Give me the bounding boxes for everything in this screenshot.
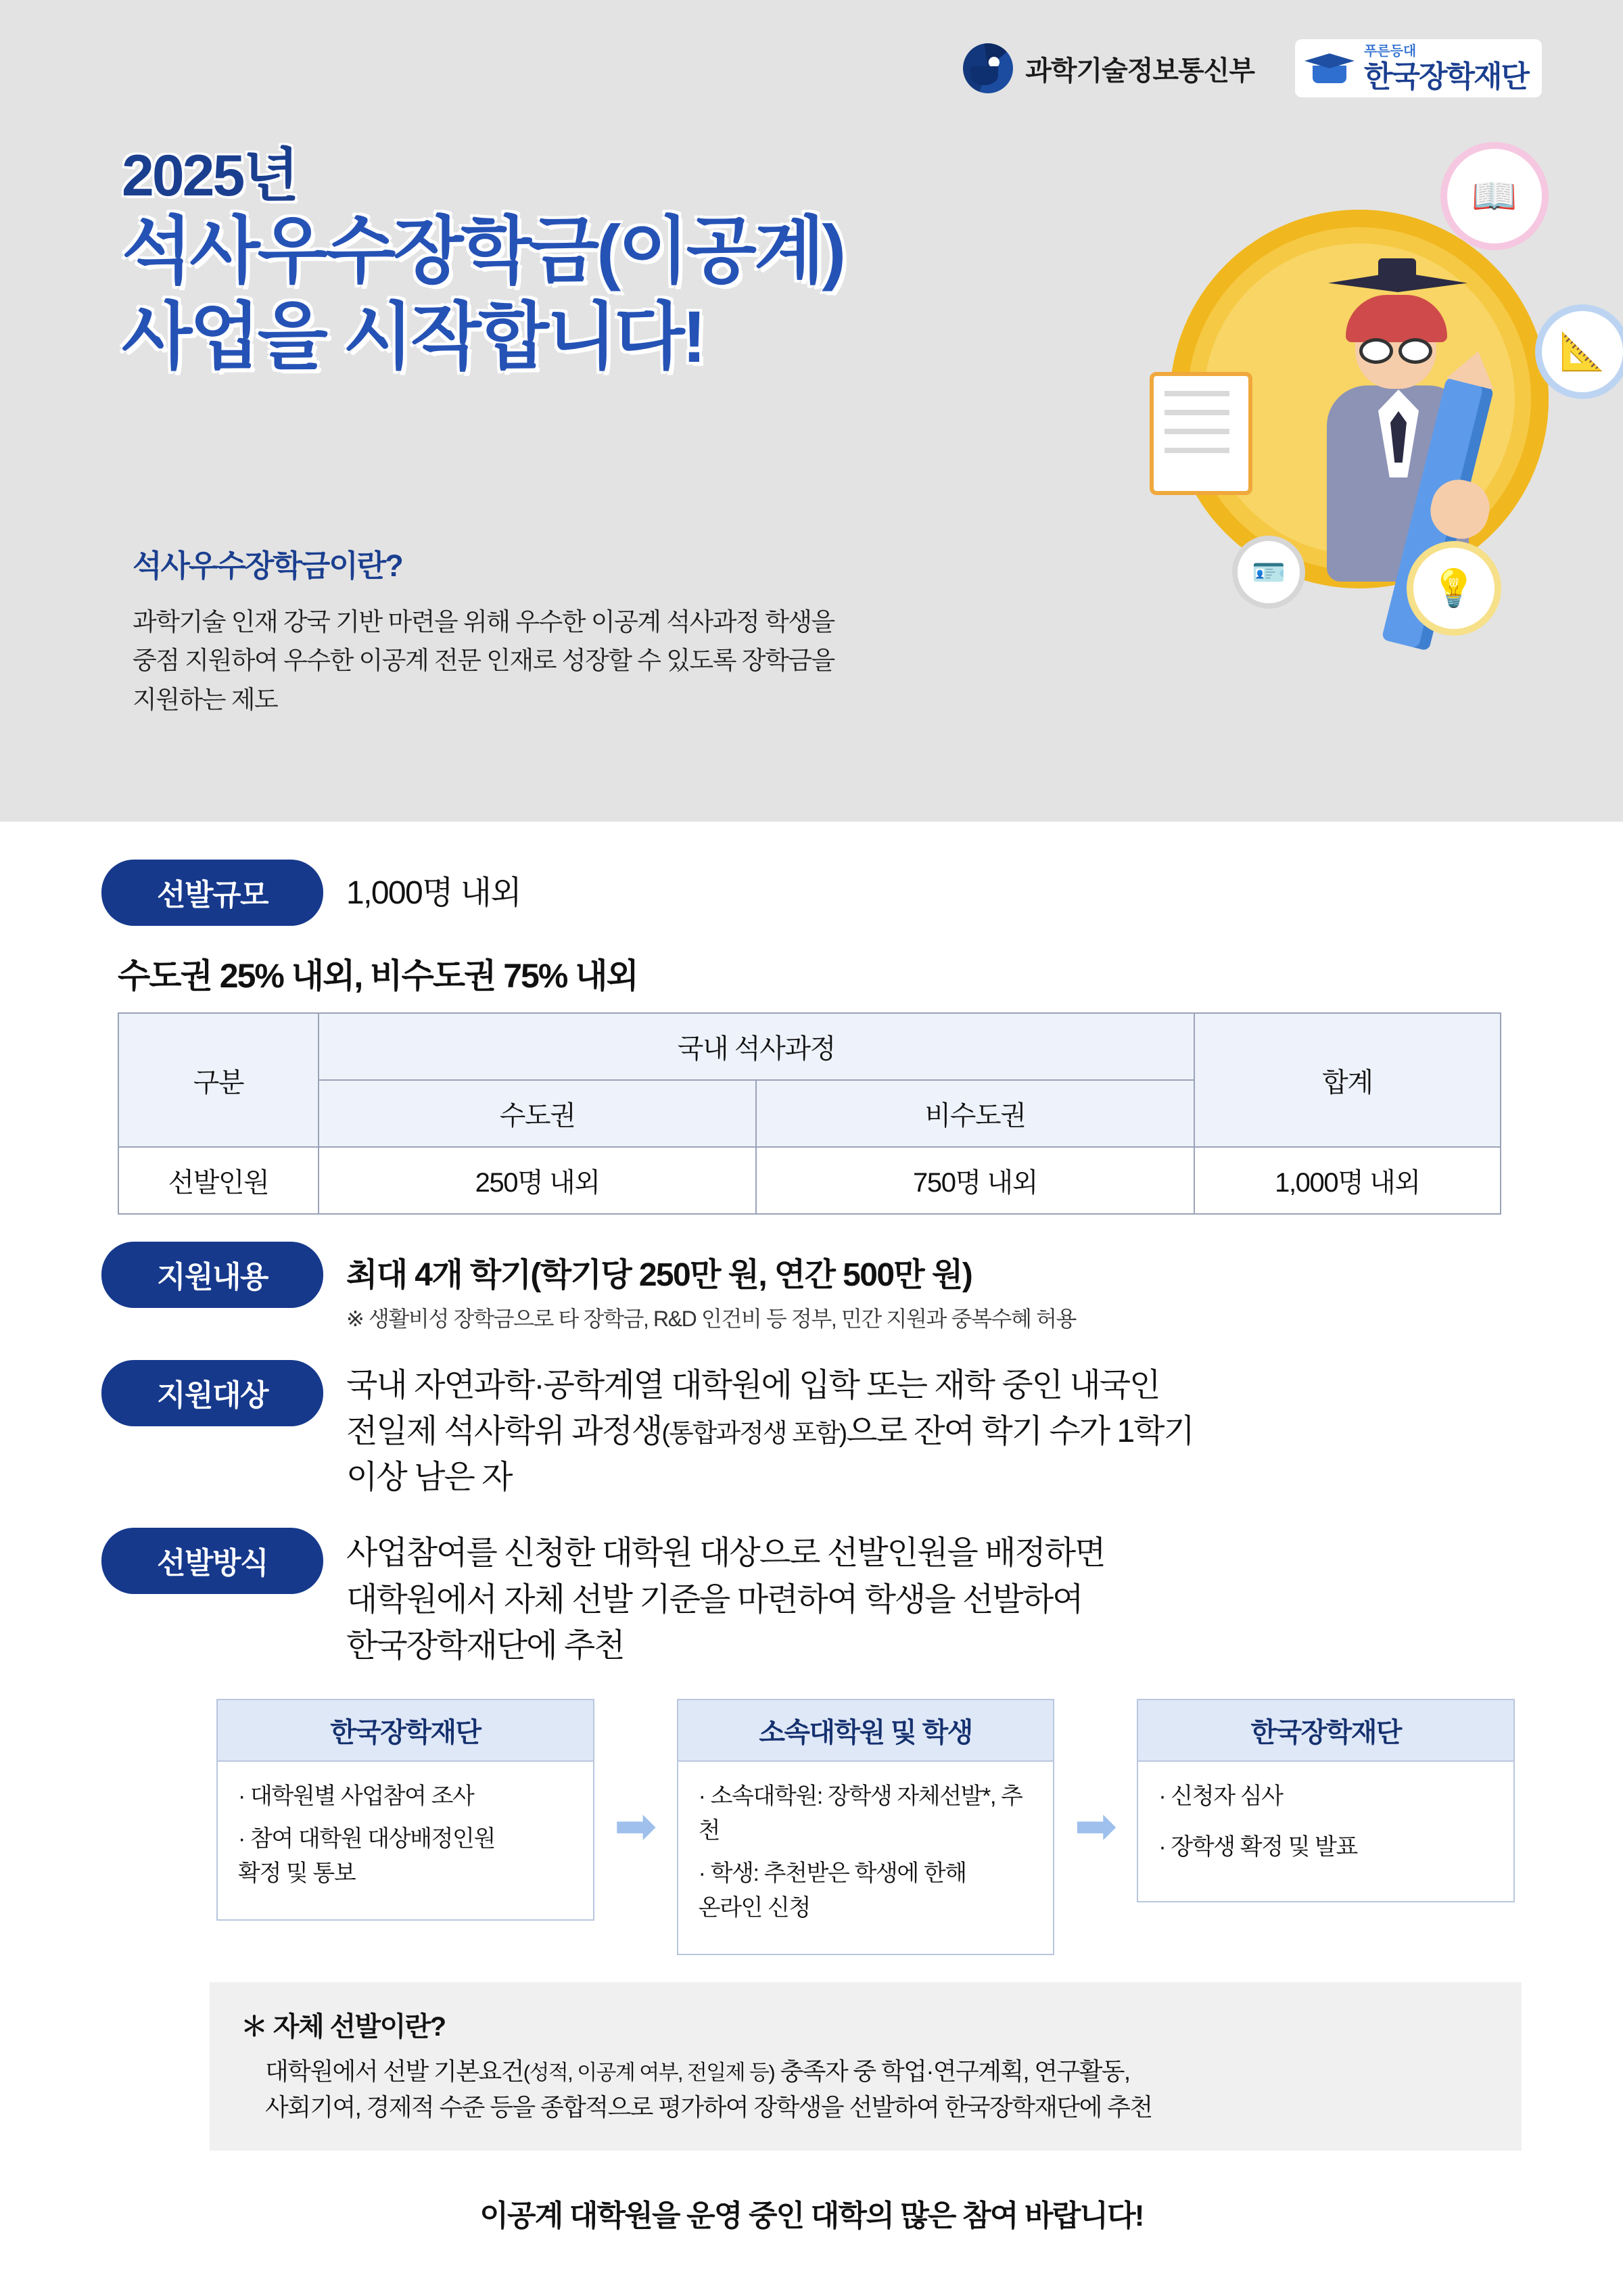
flow-step-1-title: 한국장학재단 — [216, 1699, 594, 1760]
notebook-icon — [1150, 372, 1252, 495]
hero-subtitle: 석사우수장학금이란? — [133, 548, 402, 583]
ministry-logo — [963, 43, 1254, 93]
footnote-box — [210, 1982, 1522, 2151]
book-icon: 📖 — [1472, 175, 1518, 216]
hero-body-line-2: 중점 지원하여 우수한 이공계 전문 인재로 성장할 수 있도록 장학금을 — [133, 647, 834, 675]
scale-value: 1,000명 내외 — [346, 875, 521, 911]
flow-step-1-item-3: 확정 및 통보 — [238, 1860, 356, 1886]
label-target: 지원대상 — [101, 1360, 323, 1426]
hero-year: 2025년 — [122, 143, 298, 208]
footnote-line-1-small: (성적, 이공계 여부, 전일제 등) — [523, 2060, 775, 2084]
flow-step-3-item-2: · 장학생 확정 및 발표 — [1158, 1833, 1358, 1860]
label-scale: 선발규모 — [101, 860, 323, 926]
table-row — [118, 1147, 1501, 1214]
hero-description — [133, 541, 1079, 719]
footnote-line-1a: 대학원에서 선발 기본요건 — [265, 2057, 523, 2085]
hero-title-line-2: 사업을 시작합니다! — [122, 296, 704, 378]
section-method — [101, 1528, 1522, 1668]
book-bubble — [1447, 149, 1542, 243]
content-area — [0, 822, 1623, 1955]
ministry-label: 과학기술정보통신부 — [1025, 55, 1254, 86]
flow-step-2-title: 소속대학원 및 학생 — [677, 1699, 1055, 1760]
footnote-line-2: 사회기여, 경제적 수준 등을 종합적으로 평가하여 장학생을 선발하여 한국장학재단에 추천 — [265, 2093, 1152, 2122]
flow-arrow-1-icon: ➡ — [613, 1798, 657, 1856]
td-row-label: 선발인원 — [118, 1147, 319, 1214]
th-metro: 수도권 — [319, 1080, 756, 1147]
header-logos — [963, 39, 1542, 97]
target-line-2b: 으로 잔여 학기 수가 1학기 — [846, 1413, 1194, 1450]
target-line-2a: 전일제 석사학위 과정생 — [346, 1413, 662, 1450]
kosaf-logo — [1295, 39, 1542, 97]
footnote-title: ＊ 자체 선발이란? — [241, 2011, 446, 2042]
flow-step-2 — [677, 1699, 1055, 1955]
method-line-2: 대학원에서 자체 선발 기준을 마련하여 학생을 선발하여 — [346, 1581, 1083, 1618]
section-target — [101, 1360, 1522, 1501]
flow-step-2-body — [677, 1760, 1055, 1955]
section-scale — [101, 860, 1522, 926]
flow-arrow-2-icon: ➡ — [1074, 1798, 1118, 1856]
hero-body-line-1: 과학기술 인재 강국 기반 마련을 위해 우수한 이공계 석사과정 학생을 — [133, 608, 834, 636]
hero-banner — [0, 0, 1623, 822]
target-line-3: 이상 남은 자 — [346, 1459, 512, 1496]
th-group: 국내 석사과정 — [319, 1013, 1194, 1080]
td-metro-value: 250명 내외 — [319, 1147, 756, 1214]
bulb-bubble — [1413, 548, 1495, 629]
hero-body-line-3: 지원하는 제도 — [133, 685, 278, 713]
flow-step-1-item-1: · 대학원별 사업참여 조사 — [238, 1783, 474, 1809]
badge-icon: 🪪 — [1252, 557, 1286, 588]
target-line-1: 국내 자연과학·공학계열 대학원에 입학 또는 재학 중인 내국인 — [346, 1367, 1160, 1403]
th-division: 구분 — [118, 1013, 319, 1147]
support-note: ※ 생활비성 장학금으로 타 장학금, R&D 인건비 등 정부, 민간 지원과 중복수혜 허용 — [346, 1307, 1077, 1331]
process-flow — [216, 1699, 1515, 1955]
flow-step-2-item-1: · 소속대학원: 장학생 자체선발*, 추천 — [698, 1783, 1022, 1844]
selection-table — [118, 1012, 1501, 1215]
flow-step-3-title: 한국장학재단 — [1137, 1699, 1515, 1760]
target-line-2-small: (통합과정생 포함) — [661, 1420, 847, 1449]
flow-step-2-item-3: 온라인 신청 — [698, 1894, 810, 1921]
bulb-icon: 💡 — [1431, 567, 1477, 609]
support-value: 최대 4개 학기(학기당 250만 원, 연간 500만 원) — [346, 1257, 972, 1293]
kosaf-sub-label: 푸른등대 — [1363, 44, 1417, 59]
th-nonmetro: 비수도권 — [756, 1080, 1194, 1147]
method-line-1: 사업참여를 신청한 대학원 대상으로 선발인원을 배정하면 — [346, 1535, 1105, 1572]
flow-step-3-item-1: · 신청자 심사 — [1158, 1783, 1283, 1809]
graduation-cap-icon — [1304, 48, 1355, 89]
kosaf-label: 한국장학재단 — [1363, 60, 1528, 93]
method-text — [346, 1528, 1105, 1668]
td-nonmetro-value: 750명 내외 — [756, 1147, 1194, 1214]
footnote-line-1b: 충족자 중 학업·연구계획, 연구활동, — [774, 2057, 1130, 2085]
flow-step-1-body — [216, 1760, 594, 1921]
hero-title-line-1: 석사우수장학금(이공계) — [122, 210, 844, 292]
closing-message: 이공계 대학원을 운영 중인 대학의 많은 참여 바랍니다! — [479, 2199, 1144, 2233]
flow-step-2-item-2: · 학생: 추천받은 학생에 한해 — [698, 1860, 966, 1886]
td-total-value: 1,000명 내외 — [1194, 1147, 1501, 1214]
target-text — [346, 1360, 1194, 1501]
flow-step-1-item-2: · 참여 대학원 대상배정인원 — [238, 1825, 495, 1852]
ruler-icon: 📐 — [1559, 331, 1605, 372]
hero-title — [122, 145, 843, 378]
ruler-bubble — [1542, 311, 1623, 392]
flow-step-1 — [216, 1699, 594, 1955]
label-support: 지원내용 — [101, 1242, 323, 1308]
th-total: 합계 — [1194, 1013, 1501, 1147]
badge-bubble — [1238, 541, 1300, 603]
flow-step-3-body — [1137, 1760, 1515, 1902]
section-support — [101, 1242, 1522, 1333]
flow-step-3 — [1137, 1699, 1515, 1955]
label-method: 선발방식 — [101, 1528, 323, 1594]
method-line-3: 한국장학재단에 추천 — [346, 1627, 624, 1664]
scale-ratio: 수도권 25% 내외, 비수도권 75% 내외 — [118, 957, 638, 995]
ministry-emblem-icon — [963, 43, 1013, 93]
